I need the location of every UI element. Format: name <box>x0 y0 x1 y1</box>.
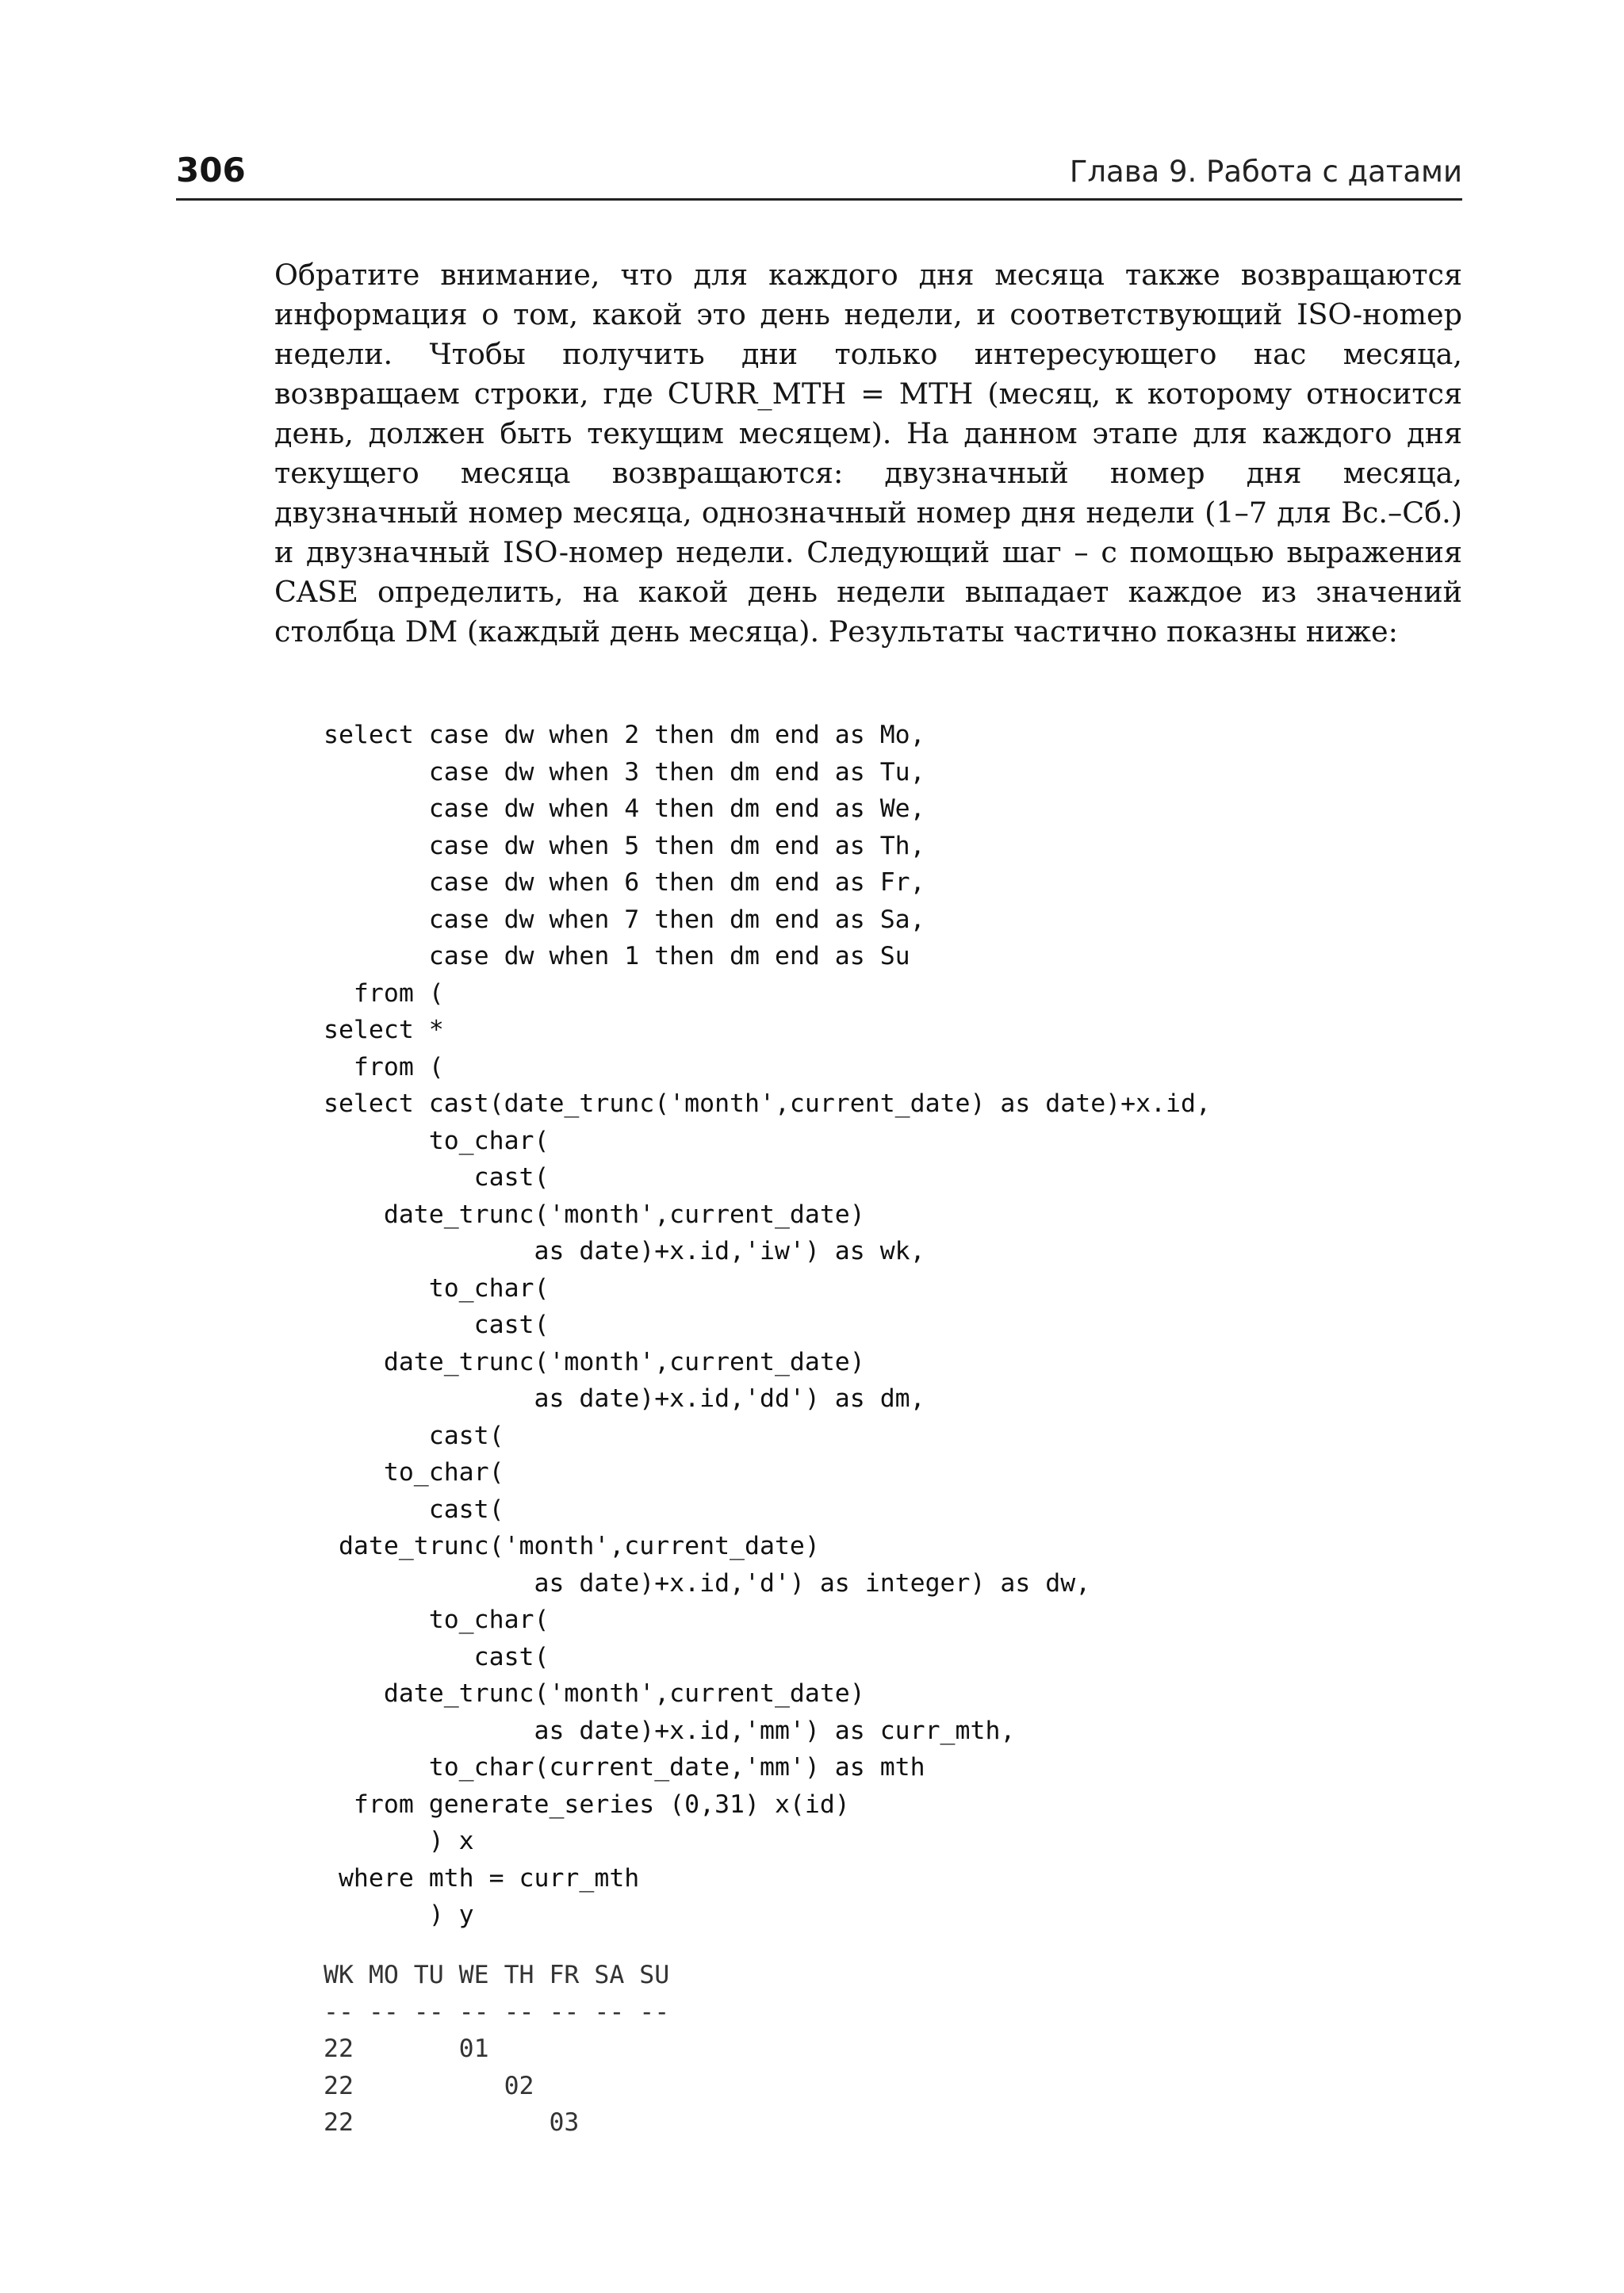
sql-code-listing: select case dw when 2 then dm end as Mo, case dw when 3 then dm end as Tu, case dw when 4 then dm end as We, case dw when 5 then dm end as Th, case dw when 6 then dm end as Fr, case dw when 7 then dm end as Sa, case dw when 1 then dm end as Su from ( select * from ( select cast(date_trunc('month',current_date) as date)+x.id, to_char( cast( date_trunc('month',current_date) as date)+x.id,'iw') as wk, to_char( cast( date_trunc('month',current_date) as date)+x.id,'dd') as dm, cast( to_char( cast( date_trunc('month',current_date) as date)+x.id,'d') as integer) as dw, to_char( cast( date_trunc('month',current_date) as date)+x.id,'mm') as curr_mth, to_char(current_date,'mm') as mth from generate_series (0,31) x(id) ) x where mth = curr_mth ) y <box>324 721 1211 1929</box>
body-paragraph: Обратите внимание, что для каждого дня месяца также возвращаются информация о том, какой это день недели, и соответствующий ISO-ноmер недели. Чтобы получить дни только интересующего нас месяца, возвращаем строки, где CURR_MTH = MTH (месяц, к которому относится день, должен быть текущим месяцем). На данном этапе для каждого дня текущего месяца возвращаются: двузначный номер дня месяца, двузначный номер месяца, однозначный номер дня недели (1–7 для Вс.–Сб.) и двузначный ISO-номер недели. Следующий шаг – с помощью выражения CASE определить, на какой день недели выпадает каждое из значений столбца DM (каждый день месяца). Результаты частично показны ниже: <box>274 258 1462 649</box>
page-number: 306 <box>176 151 246 189</box>
chapter-title: Глава 9. Работа с датами <box>1069 155 1462 189</box>
page-header <box>176 151 1462 201</box>
query-result-output: WK MO TU WE TH FR SA SU -- -- -- -- -- -- -- -- 22 01 22 02 22 03 <box>324 1961 670 2137</box>
